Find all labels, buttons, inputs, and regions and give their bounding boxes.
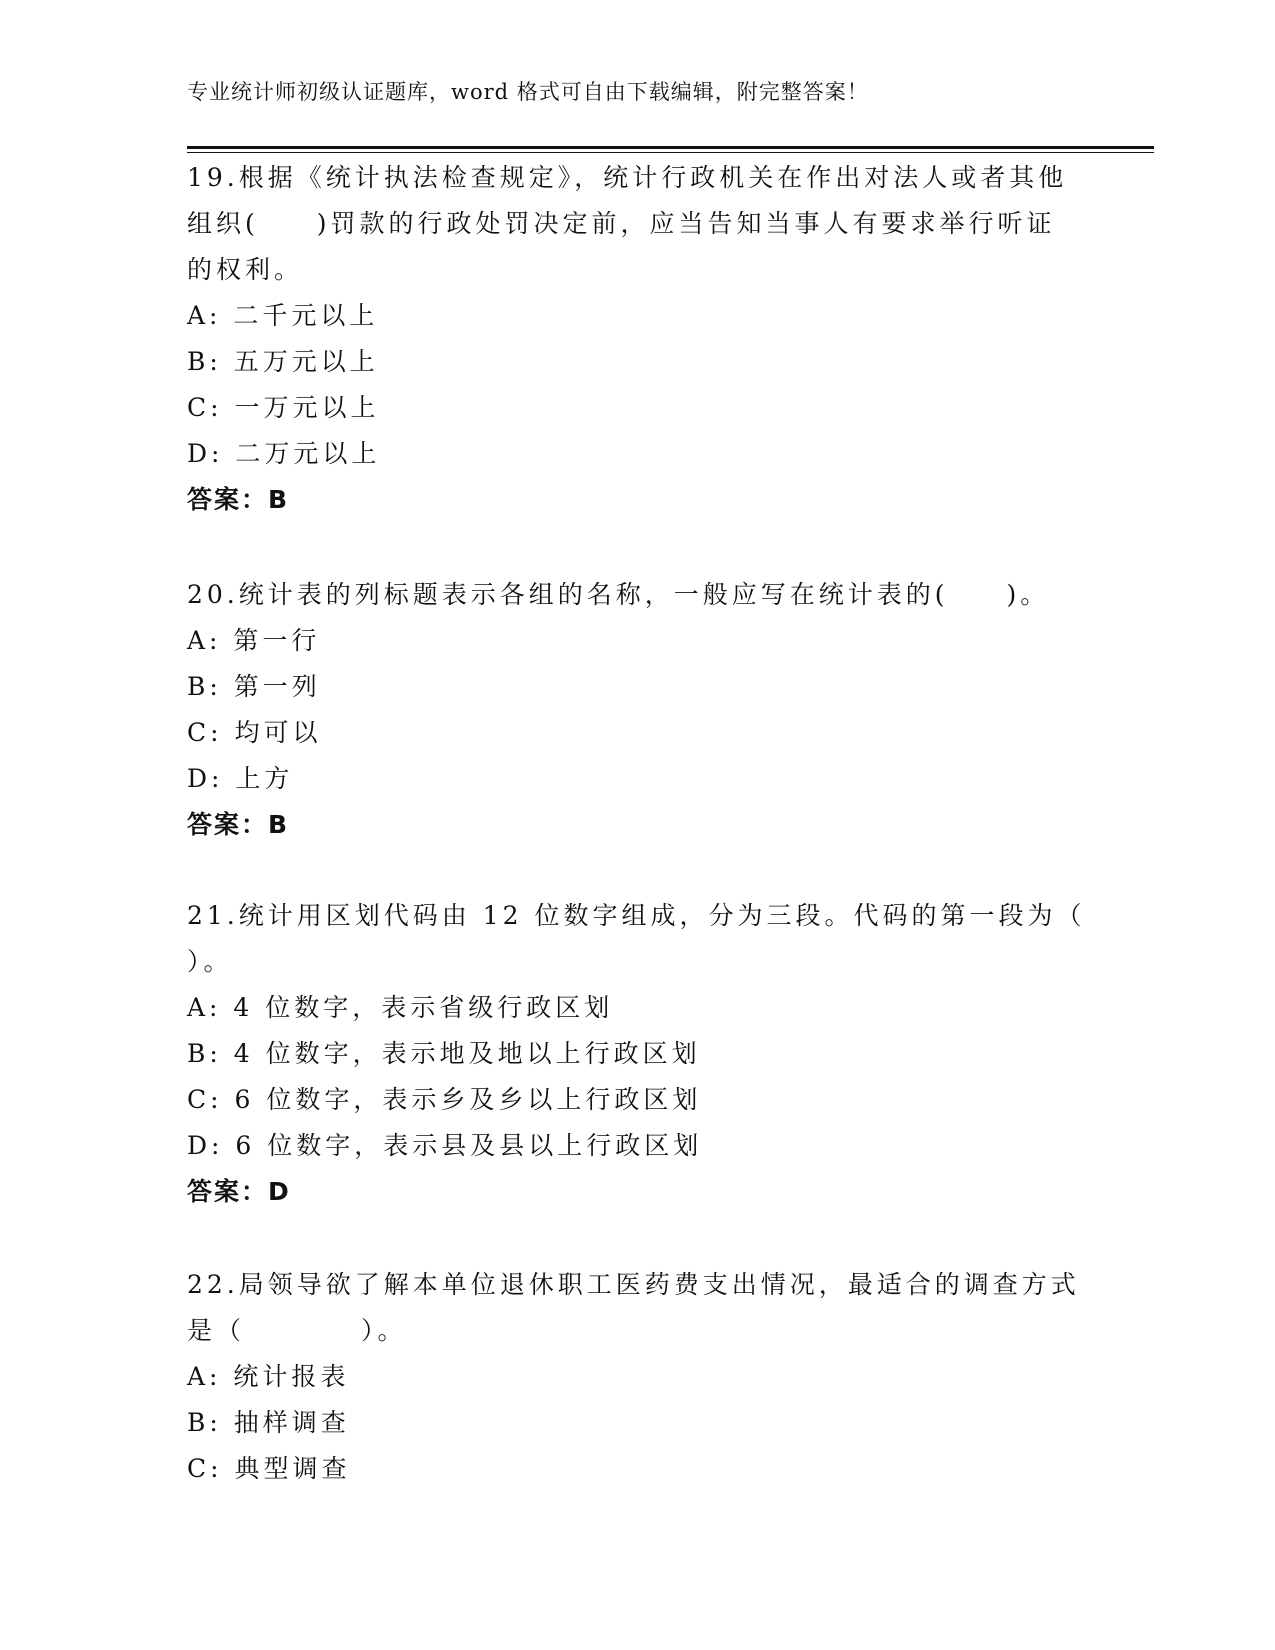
option-d: D: 上方 <box>187 764 294 793</box>
question-20 <box>187 572 1087 848</box>
option-b: B: 第一列 <box>187 672 321 701</box>
answer: 答案：B <box>187 485 290 514</box>
option-c: C: 均可以 <box>187 718 322 747</box>
option-a: A: 4 位数字，表示省级行政区划 <box>187 993 614 1022</box>
answer: 答案：B <box>187 810 290 839</box>
header-rule-thin <box>187 152 1154 153</box>
question-text-line: 22.局领导欲了解本单位退休职工医药费支出情况，最适合的调查方式 <box>187 1270 1080 1299</box>
question-22 <box>187 1262 1087 1492</box>
option-b: B: 抽样调查 <box>187 1408 350 1437</box>
question-text-line: 21.统计用区划代码由 12 位数字组成，分为三段。代码的第一段为（ <box>187 901 1086 930</box>
question-text-line: 19.根据《统计执法检查规定》，统计行政机关在作出对法人或者其他 <box>187 163 1068 192</box>
answer: 答案：D <box>187 1177 291 1206</box>
header-rule-thick <box>187 146 1154 149</box>
option-b: B: 五万元以上 <box>187 347 379 376</box>
question-text-line: ）。 <box>187 947 233 976</box>
question-text-line: 组织( )罚款的行政处罚决定前，应当告知当事人有要求举行听证 <box>187 209 1056 238</box>
option-a: A: 第一行 <box>187 626 321 655</box>
option-b: B: 4 位数字，表示地及地以上行政区划 <box>187 1039 701 1068</box>
question-text-line: 的权利。 <box>187 255 304 284</box>
option-a: A: 统计报表 <box>187 1362 350 1391</box>
option-c: C: 一万元以上 <box>187 393 380 422</box>
question-19 <box>187 155 1087 523</box>
question-text-line: 20.统计表的列标题表示各组的名称，一般应写在统计表的( )。 <box>187 580 1050 609</box>
option-c: C: 典型调查 <box>187 1454 351 1483</box>
option-d: D: 二万元以上 <box>187 439 381 468</box>
option-a: A: 二千元以上 <box>187 301 379 330</box>
option-d: D: 6 位数字，表示县及县以上行政区划 <box>187 1131 703 1160</box>
document-header: 专业统计师初级认证题库，word 格式可自由下载编辑，附完整答案！ <box>187 80 869 104</box>
question-21 <box>187 893 1087 1215</box>
option-c: C: 6 位数字，表示乡及乡以上行政区划 <box>187 1085 702 1114</box>
question-text-line: 是（ ）。 <box>187 1316 407 1345</box>
